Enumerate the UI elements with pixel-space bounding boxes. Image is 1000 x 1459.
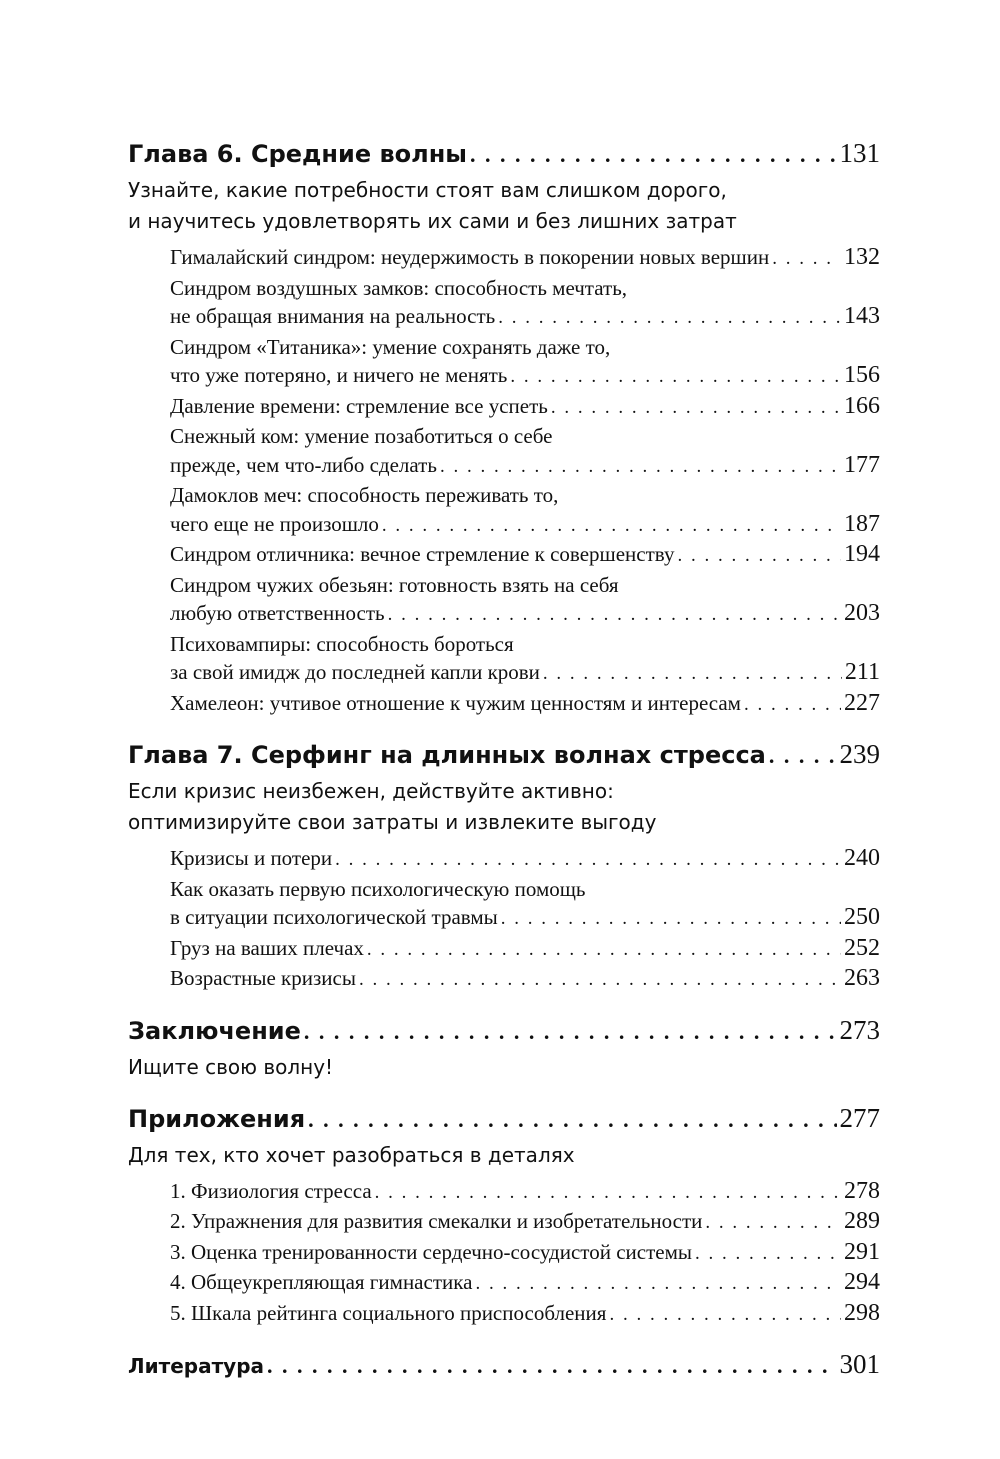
page-number: 239 (839, 739, 880, 769)
page-number: 227 (844, 689, 880, 716)
entry-title: Синдром «Титаника»: умение сохранять даже то, (170, 334, 611, 359)
dot-leader (470, 142, 837, 168)
dot-leader (705, 1209, 841, 1238)
dot-leader (551, 394, 841, 423)
chapter-6-section (128, 138, 880, 719)
toc-entry[interactable] (170, 243, 880, 274)
page-number: 298 (844, 1299, 880, 1326)
toc-entry[interactable] (170, 875, 880, 934)
page-number: 177 (844, 451, 880, 478)
entry-title-cont: любую ответственность (170, 601, 385, 625)
literature-section (128, 1349, 880, 1380)
conclusion-subtitle (128, 1052, 880, 1083)
toc-entry[interactable] (170, 1268, 880, 1299)
literature-heading[interactable] (128, 1349, 880, 1380)
toc-entry[interactable] (170, 689, 880, 720)
subtitle-line: Если кризис неизбежен, действуйте активно: (128, 779, 614, 803)
page-number: 278 (844, 1177, 880, 1204)
chapter-7-items (170, 844, 880, 995)
subtitle-line: Узнайте, какие потребности стоят вам слишком дорого, (128, 178, 727, 202)
page-number: 263 (844, 965, 880, 991)
entry-title: Кризисы и потери (170, 846, 333, 870)
subtitle-line: и научитесь удовлетворять их сами и без лишних затрат (128, 209, 737, 233)
appendix-heading[interactable] (128, 1103, 880, 1134)
entry-title-cont: что уже потеряно, и ничего не менять (170, 363, 508, 387)
chapter-6-heading[interactable] (128, 138, 880, 169)
toc-entry[interactable] (170, 844, 880, 875)
toc-entry[interactable] (170, 333, 880, 392)
dot-leader (501, 905, 841, 934)
chapter-title: Глава 6. Средние волны (128, 140, 467, 168)
toc-entry[interactable] (170, 392, 880, 423)
dot-leader (769, 743, 837, 769)
toc-entry[interactable] (170, 1207, 880, 1238)
dot-leader (335, 846, 841, 875)
appendix-section (128, 1103, 880, 1330)
page-number: 301 (839, 1349, 880, 1379)
toc-entry[interactable] (170, 964, 880, 995)
dot-leader (375, 1179, 841, 1208)
page-number: 252 (844, 934, 880, 961)
entry-title: Синдром отличника: вечное стремление к совершенству (170, 542, 675, 566)
chapter-title: Глава 7. Серфинг на длинных волнах стресса (128, 741, 766, 769)
dot-leader (677, 542, 841, 571)
page-number: 131 (839, 138, 880, 168)
dot-leader (388, 601, 841, 630)
entry-title-cont: за свой имидж до последней капли крови (170, 660, 540, 684)
page-number: 250 (844, 904, 880, 930)
appendix-items (170, 1177, 880, 1330)
entry-title: Груз на ваших плечах (170, 935, 364, 960)
entry-title: 5. Шкала рейтинга социального приспособления (170, 1300, 607, 1325)
entry-title-cont: в ситуации психологической травмы (170, 905, 498, 929)
conclusion-section (128, 1015, 880, 1083)
entry-title: 1. Физиология стресса (170, 1178, 372, 1203)
table-of-contents (128, 138, 880, 1400)
entry-title: 4. Общеукрепляющая гимнастика (170, 1270, 473, 1294)
entry-title: Психовампиры: способность бороться (170, 631, 514, 656)
dot-leader (267, 1353, 836, 1379)
chapter-title: Заключение (128, 1016, 301, 1045)
chapter-6-subtitle (128, 175, 880, 237)
toc-entry[interactable] (170, 274, 880, 333)
dot-leader (308, 1107, 836, 1133)
dot-leader (510, 363, 841, 392)
dot-leader (498, 304, 841, 333)
chapter-title: Литература (128, 1354, 265, 1378)
page-number: 273 (839, 1014, 880, 1045)
dot-leader (609, 1301, 841, 1330)
dot-leader (359, 966, 841, 995)
page-number: 194 (844, 541, 880, 567)
page-number: 203 (844, 600, 880, 626)
entry-title: 2. Упражнения для развития смекалки и изобретательности (170, 1209, 703, 1233)
conclusion-heading[interactable] (128, 1015, 880, 1046)
entry-title: Возрастные кризисы (170, 966, 356, 990)
chapter-title: Приложения (128, 1104, 306, 1133)
toc-entry[interactable] (170, 422, 880, 481)
entry-title: Дамоклов меч: способность переживать то, (170, 483, 559, 507)
page-number: 143 (844, 303, 880, 329)
page-number: 277 (839, 1102, 880, 1133)
page-number: 211 (844, 659, 880, 685)
entry-title: Гималайский синдром: неудержимость в покорении новых вершин (170, 245, 770, 269)
dot-leader (543, 660, 842, 689)
toc-entry[interactable] (170, 540, 880, 571)
entry-title: Давление времени: стремление все успеть (170, 393, 548, 418)
page-number: 132 (844, 244, 880, 270)
toc-entry[interactable] (170, 1299, 880, 1330)
entry-title: Хамелеон: учтивое отношение к чужим ценностям и интересам (170, 690, 741, 715)
dot-leader (475, 1270, 841, 1299)
entry-title: Синдром чужих обезьян: готовность взять на себя (170, 572, 619, 597)
toc-entry[interactable] (170, 1238, 880, 1269)
chapter-7-heading[interactable] (128, 739, 880, 770)
chapter-6-items (170, 243, 880, 719)
toc-entry[interactable] (170, 934, 880, 965)
chapter-7-subtitle (128, 776, 880, 838)
subtitle-line: Для тех, кто хочет разобраться в деталях (128, 1142, 575, 1167)
toc-entry[interactable] (170, 481, 880, 540)
subtitle-line: оптимизируйте свои затраты и извлеките выгоду (128, 810, 657, 834)
entry-title: Снежный ком: умение позаботиться о себе (170, 424, 553, 448)
toc-entry[interactable] (170, 1177, 880, 1208)
dot-leader (440, 453, 841, 482)
entry-title-cont: не обращая внимания на реальность (170, 304, 496, 328)
appendix-subtitle (128, 1140, 880, 1171)
entry-title: Как оказать первую психологическую помощь (170, 876, 586, 901)
page-number: 291 (844, 1238, 880, 1265)
dot-leader (367, 936, 841, 965)
entry-title: 3. Оценка тренированности сердечно-сосудистой системы (170, 1239, 692, 1264)
entry-title: Синдром воздушных замков: способность мечтать, (170, 275, 628, 300)
dot-leader (695, 1240, 841, 1269)
dot-leader (304, 1019, 837, 1045)
dot-leader (772, 245, 841, 274)
subtitle-line: Ищите свою волну! (128, 1054, 334, 1079)
page-number: 240 (844, 845, 880, 871)
entry-title-cont: прежде, чем что-либо сделать (170, 452, 437, 477)
page-number: 294 (844, 1269, 880, 1295)
page-number: 187 (844, 510, 880, 537)
toc-entry[interactable] (170, 630, 880, 689)
page-number: 156 (844, 362, 880, 388)
dot-leader (382, 512, 841, 541)
entry-title-cont: чего еще не произошло (170, 511, 379, 536)
page-number: 166 (844, 392, 880, 419)
chapter-7-section (128, 739, 880, 995)
dot-leader (744, 691, 841, 720)
toc-entry[interactable] (170, 571, 880, 630)
page-number: 289 (844, 1208, 880, 1234)
